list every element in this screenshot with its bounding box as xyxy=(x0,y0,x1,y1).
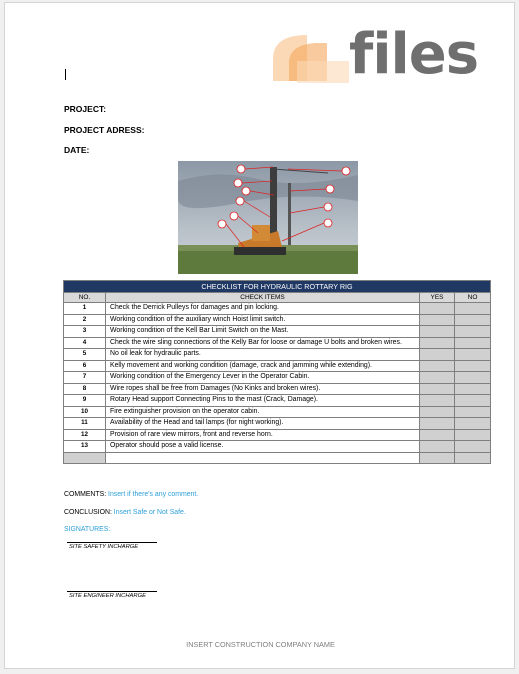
yes-cell[interactable] xyxy=(420,360,455,372)
yes-cell[interactable] xyxy=(420,349,455,361)
blank-yes-cell[interactable] xyxy=(420,452,455,463)
signature-label-safety: SITE SAFETY INCHARGE xyxy=(69,544,139,550)
document-page xyxy=(4,2,515,669)
check-item: Rotary Head support Connecting Pins to the mast (Crack, Damage). xyxy=(106,395,420,407)
rig-photo xyxy=(178,161,358,274)
signatures-heading: SIGNATURES: xyxy=(64,526,111,533)
table-row xyxy=(64,383,491,395)
text-cursor xyxy=(65,69,66,80)
header-no-col: NO xyxy=(455,293,491,303)
check-item: Working condition of the Kell Bar Limit Switch on the Mast. xyxy=(106,326,420,338)
table-row xyxy=(64,349,491,361)
check-item: Working condition of the auxiliary winch Hoist limit switch. xyxy=(106,314,420,326)
table-row-blank xyxy=(64,452,491,463)
row-number: 3 xyxy=(64,326,106,338)
checklist-title: CHECKLIST FOR HYDRAULIC ROTTARY RIG xyxy=(64,281,491,293)
signature-line-engineer[interactable] xyxy=(67,591,157,592)
row-number: 9 xyxy=(64,395,106,407)
comments-label: COMMENTS: xyxy=(64,491,109,498)
table-row xyxy=(64,429,491,441)
row-number: 13 xyxy=(64,441,106,453)
no-cell[interactable] xyxy=(455,337,491,349)
conclusion-label: CONCLUSION: xyxy=(64,509,114,516)
row-number: 4 xyxy=(64,337,106,349)
project-field[interactable]: PROJECT: xyxy=(64,104,107,114)
no-cell[interactable] xyxy=(455,372,491,384)
no-cell[interactable] xyxy=(455,418,491,430)
check-item: No oil leak for hydraulic parts. xyxy=(106,349,420,361)
yes-cell[interactable] xyxy=(420,441,455,453)
comments-placeholder[interactable]: Insert if there's any comment. xyxy=(108,491,199,498)
signature-label-engineer: SITE ENGINEER INCHARGE xyxy=(69,593,146,599)
header-no: NO. xyxy=(64,293,106,303)
blank-item-cell[interactable] xyxy=(106,452,420,463)
row-number: 1 xyxy=(64,303,106,315)
row-number: 2 xyxy=(64,314,106,326)
row-number: 6 xyxy=(64,360,106,372)
no-cell[interactable] xyxy=(455,441,491,453)
table-row xyxy=(64,406,491,418)
check-item: Check the Derrick Pulleys for damages and pin locking. xyxy=(106,303,420,315)
blank-number-cell xyxy=(64,452,106,463)
checklist-table xyxy=(63,280,491,464)
no-cell[interactable] xyxy=(455,395,491,407)
row-number: 7 xyxy=(64,372,106,384)
table-row xyxy=(64,326,491,338)
blank-no-cell[interactable] xyxy=(455,452,491,463)
table-row xyxy=(64,395,491,407)
comments-line xyxy=(64,491,198,498)
no-cell[interactable] xyxy=(455,314,491,326)
header-yes: YES xyxy=(420,293,455,303)
check-item: Operator should pose a valid license. xyxy=(106,441,420,453)
check-item: Check the wire sling connections of the Kelly Bar for loose or damage U bolts and broken wires. xyxy=(106,337,420,349)
yes-cell[interactable] xyxy=(420,383,455,395)
footer-company-name[interactable]: INSERT CONSTRUCTION COMPANY NAME xyxy=(186,640,335,649)
table-row xyxy=(64,372,491,384)
no-cell[interactable] xyxy=(455,326,491,338)
yes-cell[interactable] xyxy=(420,406,455,418)
yes-cell[interactable] xyxy=(420,314,455,326)
row-number: 5 xyxy=(64,349,106,361)
table-row xyxy=(64,441,491,453)
yes-cell[interactable] xyxy=(420,429,455,441)
table-row xyxy=(64,314,491,326)
table-row xyxy=(64,418,491,430)
table-row xyxy=(64,337,491,349)
logo-emblem-icon xyxy=(267,29,357,89)
no-cell[interactable] xyxy=(455,303,491,315)
header-check-items: CHECK ITEMS xyxy=(106,293,420,303)
check-item: Fire extinguisher provision on the operator cabin. xyxy=(106,406,420,418)
signature-line-safety[interactable] xyxy=(67,542,157,543)
conclusion-line xyxy=(64,509,186,516)
yes-cell[interactable] xyxy=(420,395,455,407)
project-address-field[interactable]: PROJECT ADRESS: xyxy=(64,125,145,135)
logo-text: files xyxy=(349,22,479,87)
check-item: Availability of the Head and tail lamps (for night working). xyxy=(106,418,420,430)
yes-cell[interactable] xyxy=(420,372,455,384)
check-item: Working condition of the Emergency Lever in the Operator Cabin. xyxy=(106,372,420,384)
check-item: Provision of rare view mirrors, front and reverse horn. xyxy=(106,429,420,441)
no-cell[interactable] xyxy=(455,406,491,418)
table-row xyxy=(64,360,491,372)
yes-cell[interactable] xyxy=(420,337,455,349)
no-cell[interactable] xyxy=(455,429,491,441)
conclusion-placeholder[interactable]: Insert Safe or Not Safe. xyxy=(113,509,186,516)
table-row xyxy=(64,303,491,315)
no-cell[interactable] xyxy=(455,360,491,372)
yes-cell[interactable] xyxy=(420,418,455,430)
check-item: Wire ropes shall be free from Damages (No Kinks and broken wires). xyxy=(106,383,420,395)
check-item: Kelly movement and working condition (damage, crack and jamming while extending). xyxy=(106,360,420,372)
files-logo xyxy=(267,22,487,89)
row-number: 11 xyxy=(64,418,106,430)
row-number: 10 xyxy=(64,406,106,418)
row-number: 8 xyxy=(64,383,106,395)
yes-cell[interactable] xyxy=(420,326,455,338)
yes-cell[interactable] xyxy=(420,303,455,315)
date-field[interactable]: DATE: xyxy=(64,145,90,155)
no-cell[interactable] xyxy=(455,349,491,361)
row-number: 12 xyxy=(64,429,106,441)
no-cell[interactable] xyxy=(455,383,491,395)
